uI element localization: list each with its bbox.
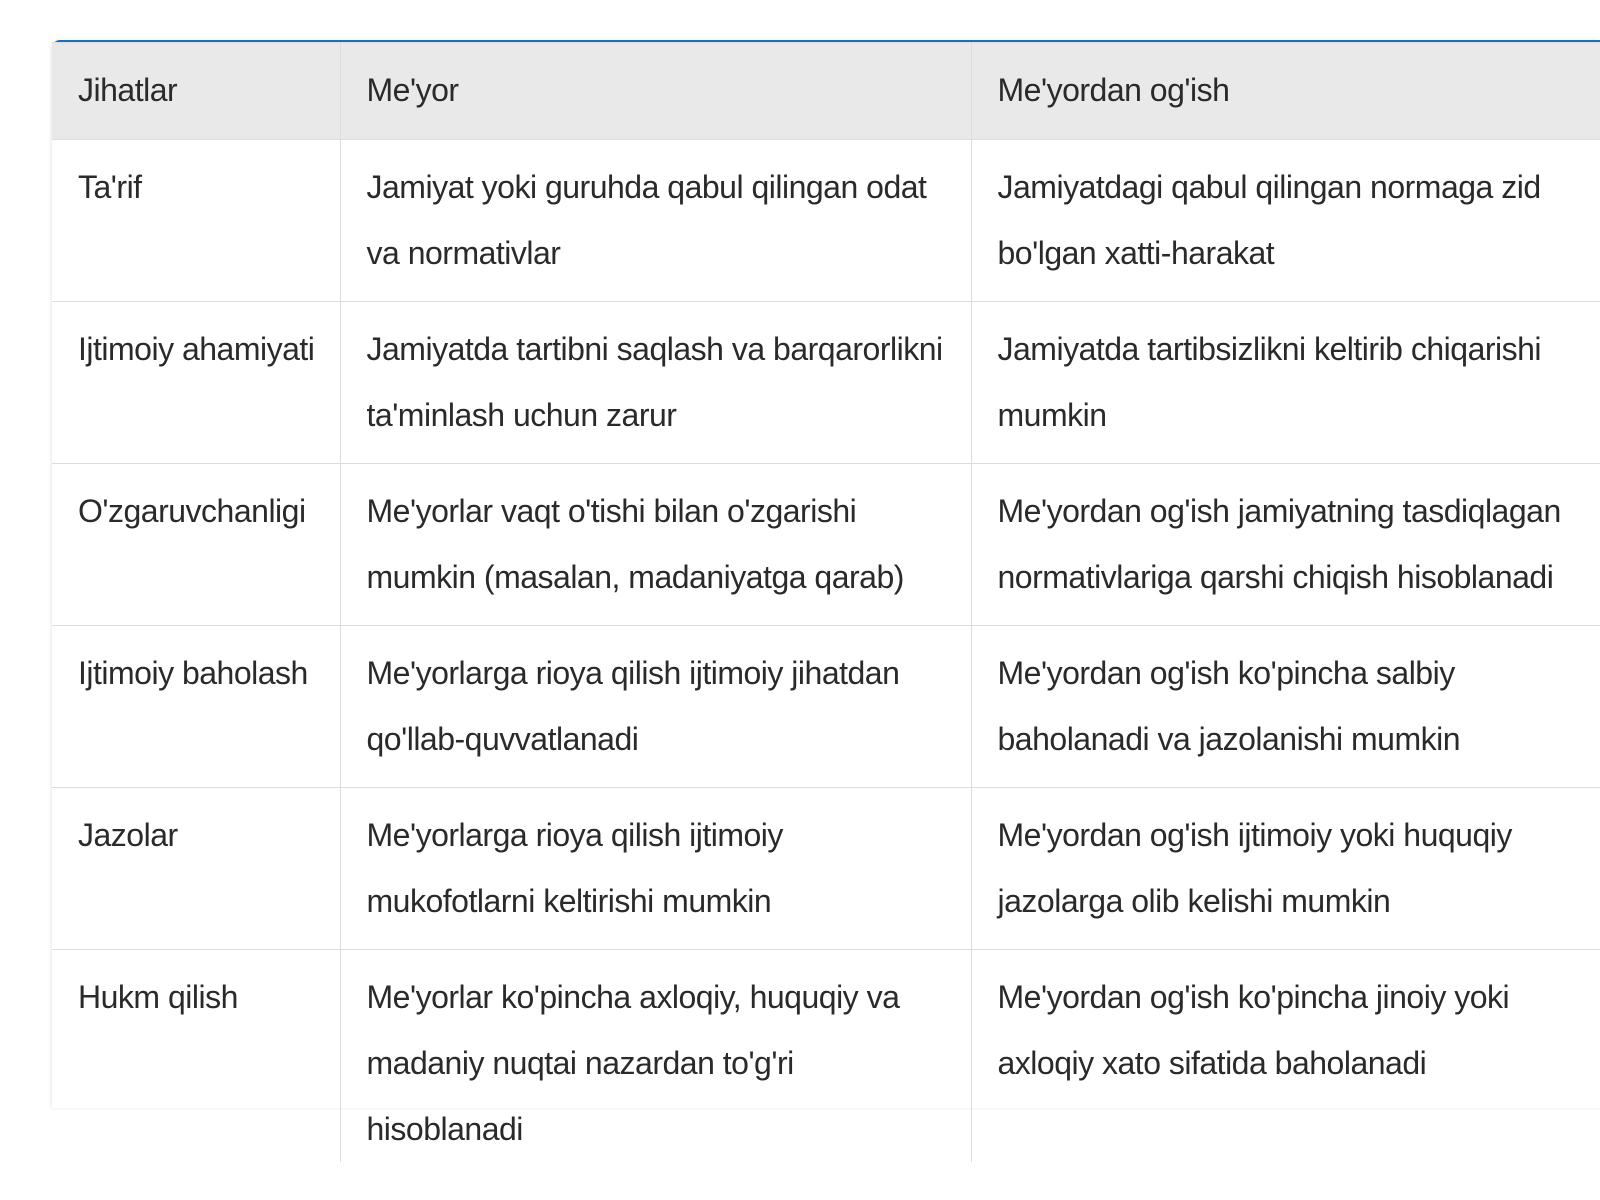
deviation-cell: Me'yordan og'ish jamiyatning tasdiqlagan normativlariga qarshi chiqish hisoblanadi	[971, 464, 1600, 626]
row-aspect-cell: Ta'rif	[52, 140, 340, 302]
norm-cell: Me'yorlarga rioya qilish ijtimoiy jihatdan qo'llab-quvvatlanadi	[340, 626, 971, 788]
row-aspect-cell: Hukm qilish	[52, 950, 340, 1163]
row-aspect-cell: O'zgaruvchanligi	[52, 464, 340, 626]
table-header-row	[52, 43, 1600, 140]
row-aspect-cell: Ijtimoiy ahamiyati	[52, 302, 340, 464]
deviation-cell: Me'yordan og'ish ko'pincha jinoiy yoki axloqiy xato sifatida baholanadi	[971, 950, 1600, 1163]
header-aspects: Jihatlar	[52, 43, 340, 140]
norm-cell: Me'yorlar ko'pincha axloqiy, huquqiy va madaniy nuqtai nazardan to'g'ri hisoblanadi	[340, 950, 971, 1163]
table-row	[52, 140, 1600, 302]
deviation-cell: Jamiyatda tartibsizlikni keltirib chiqarishi mumkin	[971, 302, 1600, 464]
table-row	[52, 950, 1600, 1163]
norm-cell: Me'yorlarga rioya qilish ijtimoiy mukofotlarni keltirishi mumkin	[340, 788, 971, 950]
table-row	[52, 626, 1600, 788]
comparison-table-container	[52, 40, 1600, 1147]
header-deviation: Me'yordan og'ish	[971, 43, 1600, 140]
table-row	[52, 464, 1600, 626]
row-aspect-cell: Jazolar	[52, 788, 340, 950]
table-row	[52, 788, 1600, 950]
deviation-cell: Me'yordan og'ish ko'pincha salbiy baholanadi va jazolanishi mumkin	[971, 626, 1600, 788]
header-norm: Me'yor	[340, 43, 971, 140]
row-aspect-cell: Ijtimoiy baholash	[52, 626, 340, 788]
table-row	[52, 302, 1600, 464]
comparison-table	[52, 42, 1600, 1162]
norm-cell: Jamiyatda tartibni saqlash va barqarorlikni ta'minlash uchun zarur	[340, 302, 971, 464]
norm-cell: Me'yorlar vaqt o'tishi bilan o'zgarishi mumkin (masalan, madaniyatga qarab)	[340, 464, 971, 626]
deviation-cell: Jamiyatdagi qabul qilingan normaga zid bo'lgan xatti-harakat	[971, 140, 1600, 302]
norm-cell: Jamiyat yoki guruhda qabul qilingan odat va normativlar	[340, 140, 971, 302]
deviation-cell: Me'yordan og'ish ijtimoiy yoki huquqiy jazolarga olib kelishi mumkin	[971, 788, 1600, 950]
